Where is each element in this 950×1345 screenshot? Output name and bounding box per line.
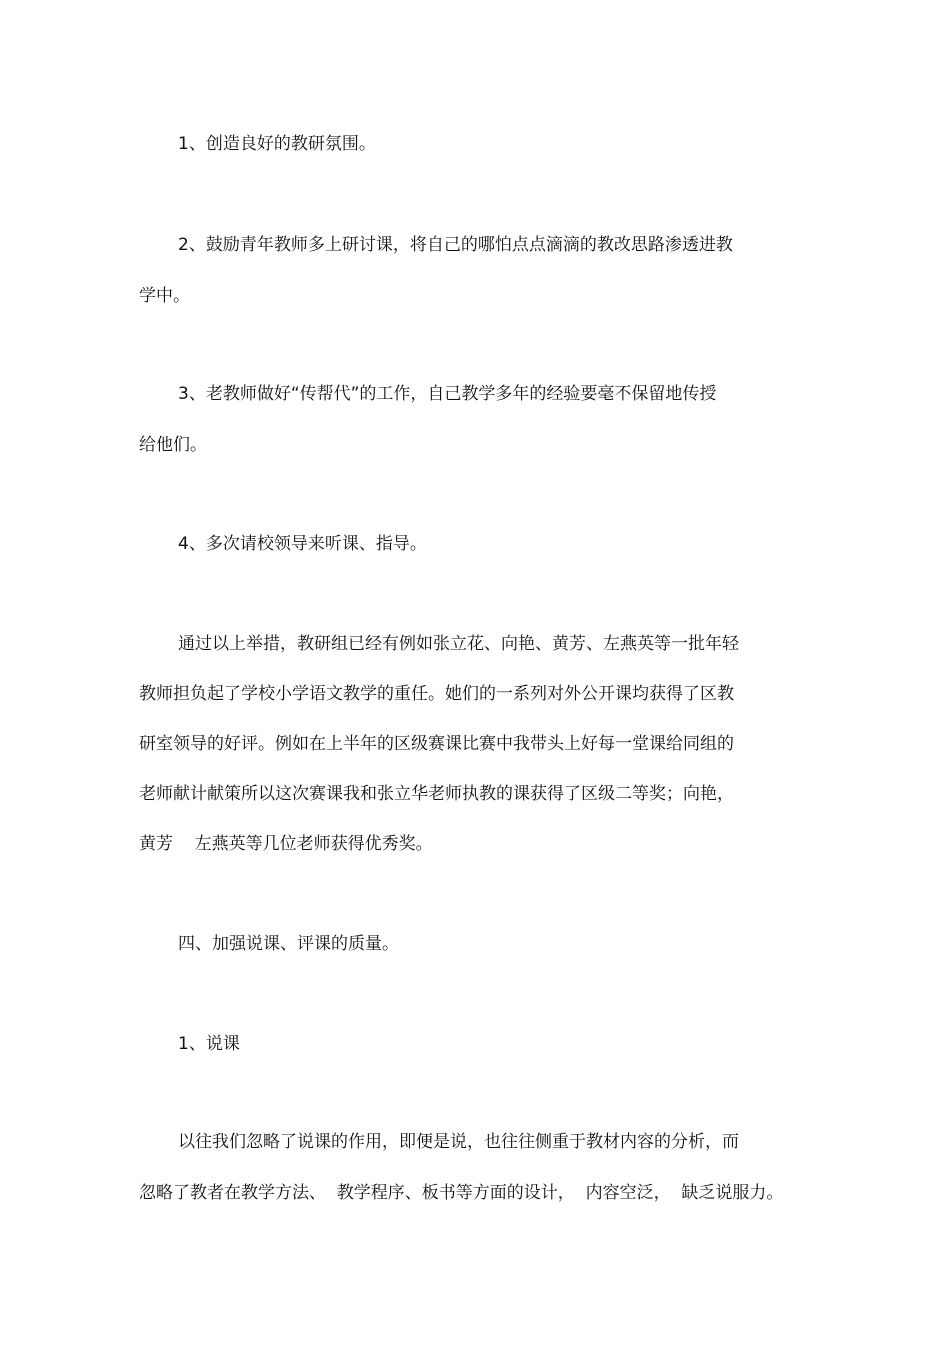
paragraph-line-3: 研室领导的好评。例如在上半年的区级赛课比赛中我带头上好每一堂课给同组的 (139, 734, 734, 754)
paragraph-line-5: 黄芳 左燕英等几位老师获得优秀奖。 (139, 834, 433, 854)
list-item-4: 4、多次请校领导来听课、指导。 (178, 534, 427, 554)
list-item-1: 1、创造良好的教研氛围。 (178, 134, 376, 154)
paragraph-line-1: 通过以上举措，教研组已经有例如张立花、向艳、黄芳、左燕英等一批年轻 (178, 634, 739, 654)
paragraph-2-line-2: 忽略了教者在教学方法、 教学程序、板书等方面的设计， 内容空泛， 缺乏说服力。 (139, 1183, 784, 1203)
paragraph-line-2: 教师担负起了学校小学语文教学的重任。她们的一系列对外公开课均获得了区教 (139, 684, 734, 704)
paragraph-2-line-1: 以往我们忽略了说课的作用，即便是说，也往往侧重于教材内容的分析，而 (178, 1132, 739, 1152)
paragraph-line-4: 老师献计献策所以这次赛课我和张立华老师执教的课获得了区级二等奖；向艳， (139, 784, 734, 804)
subsection-heading: 1、说课 (178, 1034, 240, 1054)
list-item-2-line-2: 学中。 (139, 286, 190, 306)
list-item-3-line-1: 3、老教师做好“传帮代”的工作，自己教学多年的经验要毫不保留地传授 (178, 384, 717, 404)
list-item-2-line-1: 2、鼓励青年教师多上研讨课，将自己的哪怕点点滴滴的教改思路渗透进教 (178, 235, 733, 255)
section-heading: 四、加强说课、评课的质量。 (178, 934, 399, 954)
list-item-3-line-2: 给他们。 (139, 435, 207, 455)
